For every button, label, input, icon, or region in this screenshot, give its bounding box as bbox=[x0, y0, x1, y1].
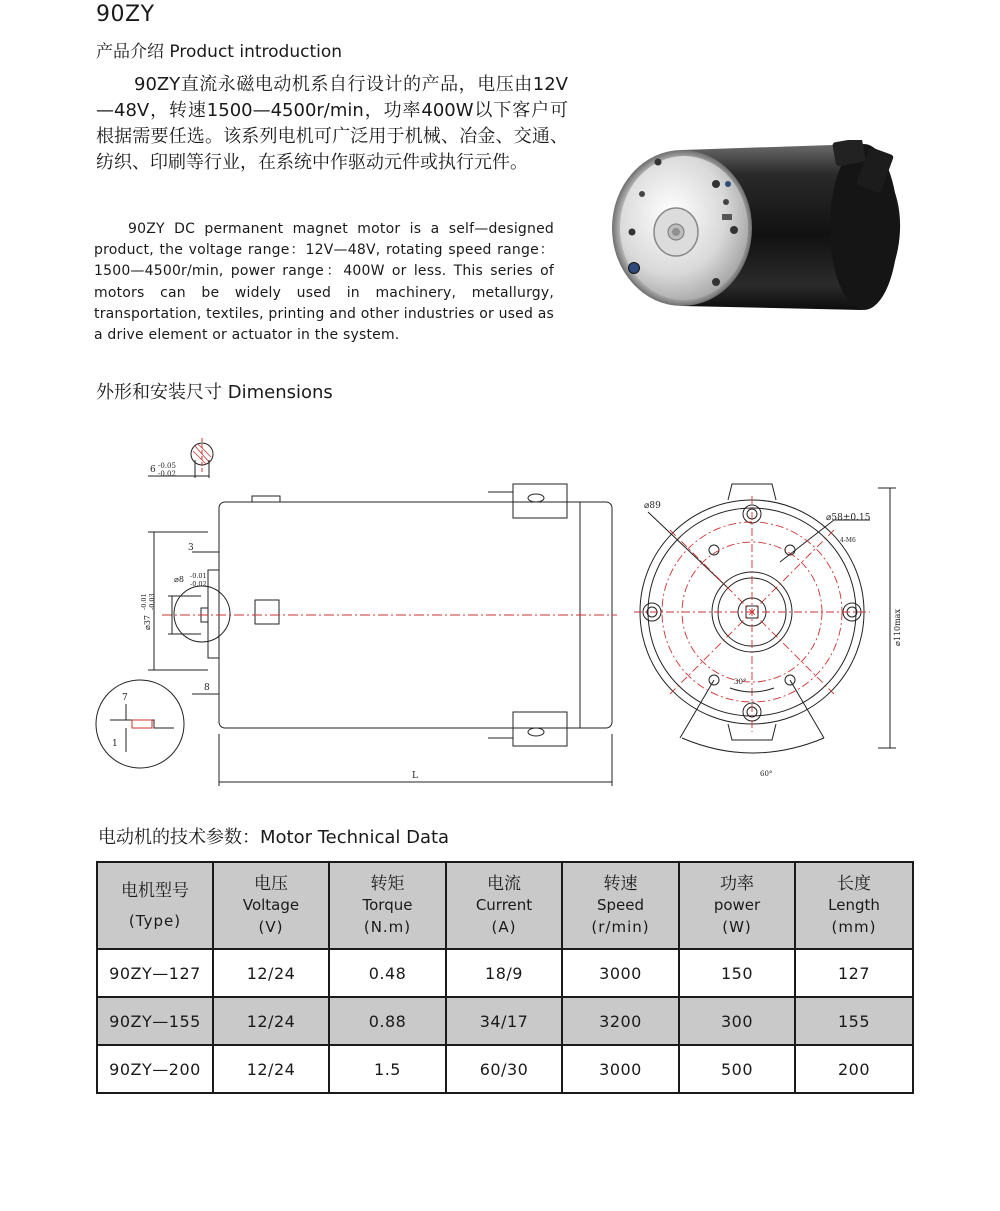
technical-data-table bbox=[96, 861, 914, 1094]
cell-length: 155 bbox=[795, 997, 913, 1045]
key-tolerance-lower: -0.02 bbox=[158, 470, 176, 478]
motor-photo bbox=[612, 140, 908, 316]
cell-type: 90ZY—200 bbox=[97, 1045, 213, 1093]
intro-heading: 产品介绍 Product introduction bbox=[96, 42, 343, 62]
length-label: L bbox=[412, 771, 418, 781]
outer-dia-label: ⌀89 bbox=[644, 501, 661, 511]
cell-speed: 3000 bbox=[562, 949, 679, 997]
technical-data-heading: 电动机的技术参数：Motor Technical Data bbox=[98, 827, 450, 848]
dimensions-heading: 外形和安装尺寸 Dimensions bbox=[96, 382, 333, 403]
cell-current: 34/17 bbox=[446, 997, 562, 1045]
key-tolerance-upper: -0.05 bbox=[158, 462, 176, 470]
holes-label: 4-M6 bbox=[840, 537, 856, 544]
bolt-circle-label: ⌀58±0.15 bbox=[826, 513, 871, 523]
cell-torque: 1.5 bbox=[329, 1045, 446, 1093]
intro-chinese-paragraph: 90ZY直流永磁电动机系自行设计的产品，电压由12V—48V，转速1500—4500r/min，功率400W以下客户可根据需要任选。该系列电机可广泛用于机械、冶金、交通、纺织、印刷等行业，在系统中作驱动元件或执行元件。 bbox=[96, 74, 568, 173]
header-torque: 转矩 Torque (N.m) bbox=[329, 862, 446, 949]
cell-length: 200 bbox=[795, 1045, 913, 1093]
dim-7-label: 7 bbox=[122, 693, 128, 703]
table-row bbox=[97, 949, 913, 997]
cell-power: 150 bbox=[679, 949, 795, 997]
max-dia-label: ⌀110max bbox=[893, 609, 902, 646]
table-row bbox=[97, 997, 913, 1045]
dim-3-label: 3 bbox=[188, 543, 194, 553]
cell-torque: 0.88 bbox=[329, 997, 446, 1045]
model-title: 90ZY bbox=[96, 2, 155, 27]
header-length: 长度 Length (mm) bbox=[795, 862, 913, 949]
cell-power: 500 bbox=[679, 1045, 795, 1093]
cell-voltage: 12/24 bbox=[213, 1045, 329, 1093]
side-view-drawing bbox=[92, 434, 624, 794]
cell-power: 300 bbox=[679, 997, 795, 1045]
cell-current: 60/30 bbox=[446, 1045, 562, 1093]
table-header-row bbox=[97, 862, 913, 949]
shaft-tol-upper: -0.01 bbox=[190, 572, 207, 580]
dim-8-label: 8 bbox=[204, 683, 210, 693]
key-width-label: 6 bbox=[150, 465, 156, 475]
boss-dia-label: ⌀37 bbox=[143, 615, 152, 630]
cell-length: 127 bbox=[795, 949, 913, 997]
angle-60-label: 60° bbox=[760, 770, 773, 778]
angle-30-label: 30° bbox=[734, 678, 747, 686]
cell-type: 90ZY—127 bbox=[97, 949, 213, 997]
header-type: 电机型号 (Type) bbox=[97, 862, 213, 949]
shaft-tol-lower: -0.02 bbox=[190, 580, 207, 588]
table-row bbox=[97, 1045, 913, 1093]
cell-speed: 3200 bbox=[562, 997, 679, 1045]
boss-tol-lower: -0.03 bbox=[148, 593, 156, 610]
cell-voltage: 12/24 bbox=[213, 949, 329, 997]
dim-1-label: 1 bbox=[112, 739, 118, 749]
boss-tol-upper: -0.01 bbox=[140, 593, 148, 610]
cell-speed: 3000 bbox=[562, 1045, 679, 1093]
header-power: 功率 power (W) bbox=[679, 862, 795, 949]
header-speed: 转速 Speed (r/min) bbox=[562, 862, 679, 949]
header-voltage: 电压 Voltage (V) bbox=[213, 862, 329, 949]
cell-torque: 0.48 bbox=[329, 949, 446, 997]
shaft-dia-label: ⌀8 bbox=[174, 575, 184, 584]
cell-voltage: 12/24 bbox=[213, 997, 329, 1045]
cell-type: 90ZY—155 bbox=[97, 997, 213, 1045]
header-current: 电流 Current (A) bbox=[446, 862, 562, 949]
cell-current: 18/9 bbox=[446, 949, 562, 997]
intro-english-paragraph: 90ZY DC permanent magnet motor is a self—designed product, the voltage range：12V—48V, rotating speed range：1500—4500r/min, power range：400W or less. This series of motors can be widely used in machinery, metallurgy, transportation, textiles, printing and other industries or used as a drive element or actuator in the system. bbox=[94, 221, 555, 344]
end-view-drawing bbox=[630, 476, 910, 782]
